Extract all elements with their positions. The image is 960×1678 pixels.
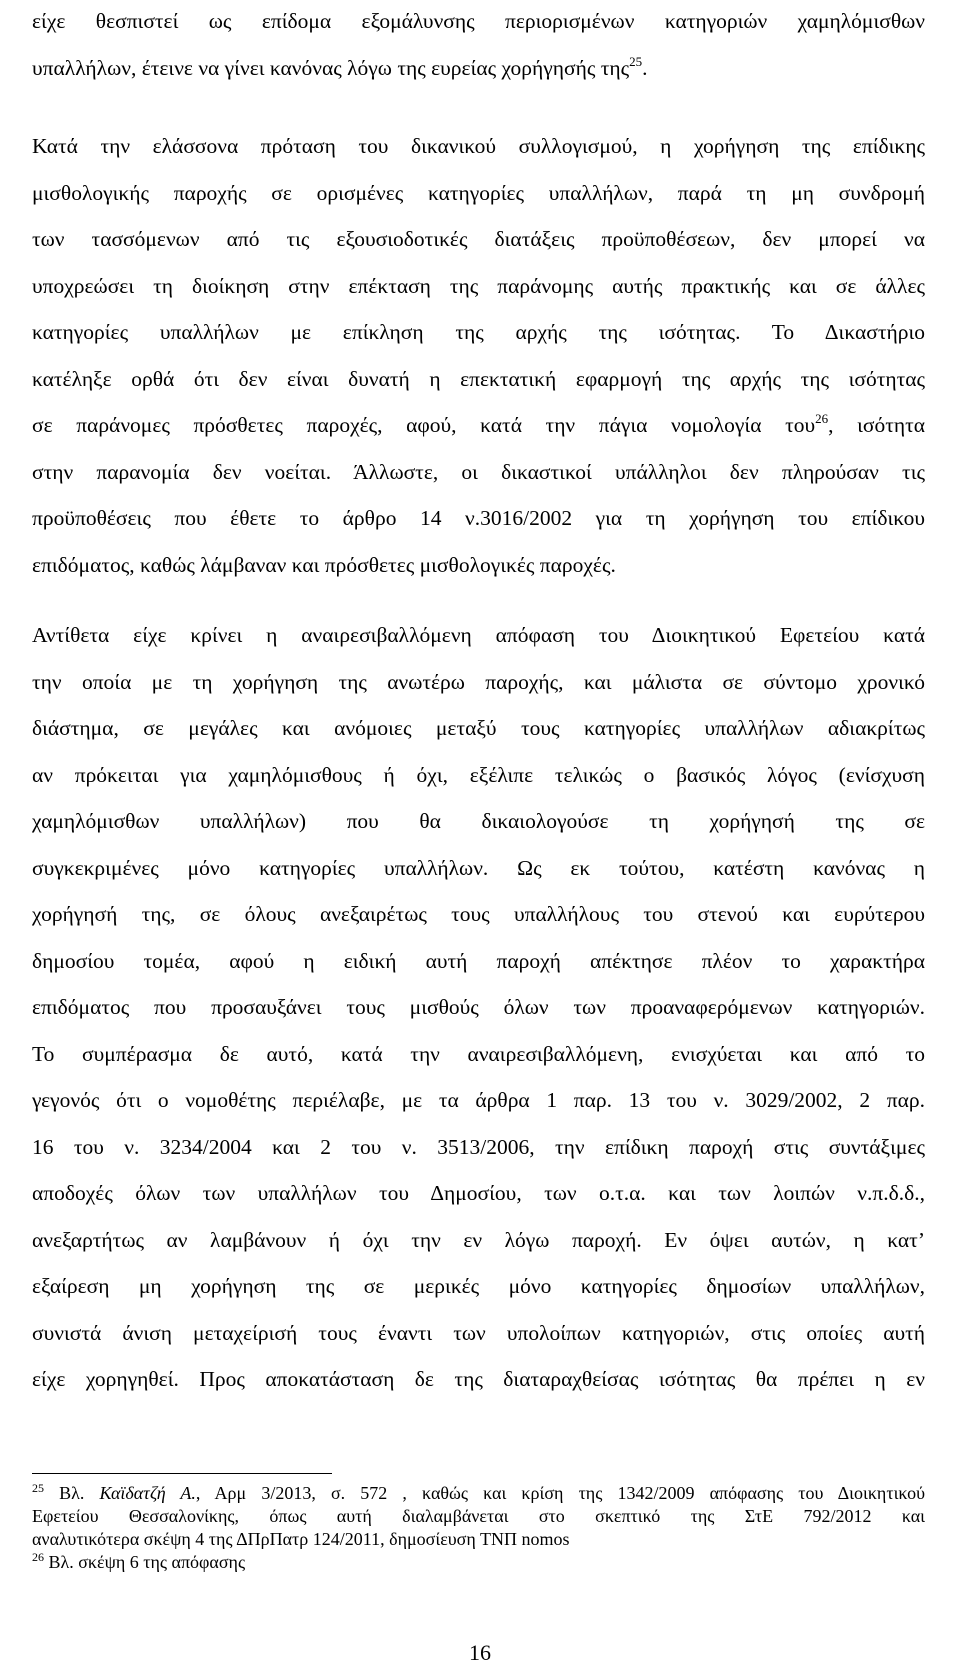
text-line: διάστημα, σε μεγάλες και ανόμοιες μεταξύ τους κατηγορίες υπαλλήλων αδιακρίτως [32,716,925,740]
footnote-line [32,1482,925,1505]
text-line: αποδοχές όλων των υπαλλήλων του Δημοσίου, των ο.τ.α. και των λοιπών ν.π.δ.δ., [32,1181,925,1205]
paragraph-continuation [32,0,925,91]
footnotes [32,1482,925,1574]
text-line: είχε θεσπιστεί ως επίδομα εξομάλυνσης περιορισμένων κατηγοριών χαμηλόμισθων [32,9,925,33]
text-line: συγκεκριμένες μόνο κατηγορίες υπαλλήλων. Ως εκ τούτου, κατέστη κανόνας η [32,855,925,880]
author-name: Καϊδατζή Α. [99,1483,196,1503]
footnote-line [32,1551,925,1574]
text-line: εξαίρεση μη χορήγηση της σε μερικές μόνο κατηγορίες δημοσίων υπαλλήλων, [32,1274,925,1298]
text-line: επιδόματος που προσαυξάνει τους μισθούς όλων των προαναφερόμενων κατηγοριών. [32,995,925,1019]
text-line: Αντίθετα είχε κρίνει η αναιρεσιβαλλόμενη απόφαση του Διοικητικού Εφετείου κατά [32,623,925,647]
page-number: 16 [469,1640,491,1665]
text-span: σε παράνομες πρόσθετες παροχές, αφού, κατά την πάγια νομολογία του [32,413,816,437]
text-line: την οποία με τη χορήγηση της ανωτέρω παροχής, και μάλιστα σε σύντομο χρονικό [32,669,925,694]
text-line: είχε χορηγηθεί. Προς αποκατάσταση δε της διαταραχθείσας ισότητας θα πρέπει η εν [32,1367,925,1391]
text-line: χορήγησή της, σε όλους ανεξαιρέτως τους υπαλλήλους του στενού και ευρύτερου [32,902,925,926]
text-line: Κατά την ελάσσονα πρόταση του δικανικού συλλογισμού, η χορήγηση της επίδικης [32,134,925,158]
footnote-separator [32,1473,332,1474]
text-line: των τασσόμενων από τις εξουσιοδοτικές διατάξεις προϋποθέσεων, δεν μπορεί να [32,227,925,251]
text-span: υπαλλήλων, έτεινε να γίνει κανόνας λόγω της ευρείας χορήγησής της [32,55,630,80]
text-span: Βλ. [44,1483,100,1503]
footnote-ref-25[interactable]: 25 [629,53,643,69]
text-line: προϋποθέσεις που έθετε το άρθρο 14 ν.3016/2002 για τη χορήγηση του επίδικου [32,506,925,530]
text-span: Βλ. σκέψη 6 της απόφασης [44,1552,246,1572]
text-line: γεγονός ότι ο νομοθέτης περιέλαβε, με τα άρθρα 1 παρ. 13 του ν. 3029/2002, 2 παρ. [32,1088,925,1112]
text-line: αν πρόκειται για χαμηλόμισθους ή όχι, εξέλιπε τελικώς ο βασικός λόγος (ενίσχυση [32,762,925,787]
text-line: στην παρανομία δεν νοείται. Άλλωστε, οι δικαστικοί υπάλληλοι δεν πληρούσαν τις [32,459,925,484]
text-line: κατηγορίες υπαλλήλων με επίκληση της αρχής της ισότητας. Το Δικαστήριο [32,320,925,344]
text-line: 16 του ν. 3234/2004 και 2 του ν. 3513/2006, την επίδικη παροχή στις συντάξιμες [32,1134,925,1159]
text-span: , Αρμ 3/2013, σ. 572 , καθώς και κρίση της 1342/2009 απόφασης του Διοικητικού [195,1483,925,1503]
paragraph-minor-premise [32,123,925,588]
footnote-line: αναλυτικότερα σκέψη 4 της ΔΠρΠατρ 124/2011, δημοσίευση ΤΝΠ nomos [32,1529,570,1549]
text-line: επιδόματος, καθώς λάμβαναν και πρόσθετες μισθολογικές παροχές. [32,552,616,577]
footnote-number: 25 [32,1481,44,1495]
footnote-number: 26 [32,1550,44,1564]
footnote-line: Εφετείου Θεσσαλονίκης, όπως αυτή διαλαμβάνεται στο σκεπτικό της ΣτΕ 792/2012 και [32,1506,925,1526]
text-line: υποχρεώσει τη διοίκηση στην επέκταση της παράνομης αυτής πρακτικής και σε άλλες [32,273,925,298]
paragraph-appeal-court [32,612,925,1403]
footnote-26 [32,1551,925,1574]
text-span: . [642,55,648,80]
text-line: δημοσίου τομέα, αφού η ειδική αυτή παροχή απέκτησε πλέον το χαρακτήρα [32,948,925,973]
footnote-ref-26[interactable]: 26 [815,411,829,426]
text-line [32,402,925,449]
text-line: Το συμπέρασμα δε αυτό, κατά την αναιρεσιβαλλόμενη, ενισχύεται και από το [32,1041,925,1066]
footnote-25 [32,1482,925,1551]
text-line: μισθολογικής παροχής σε ορισμένες κατηγορίες υπαλλήλων, παρά τη μη συνδρομή [32,180,925,205]
text-line: κατέληξε ορθά ότι δεν είναι δυνατή η επεκτατική εφαρμογή της αρχής της ισότητας [32,366,925,391]
text-line [32,45,925,92]
text-line: συνιστά άνιση μεταχείρισή τους έναντι των υπολοίπων κατηγοριών, στις οποίες αυτή [32,1320,925,1345]
text-span: , ισότητα [828,413,925,437]
text-line: ανεξαρτήτως αν λαμβάνουν ή όχι την εν λόγω παροχή. Εν όψει αυτών, η κατ’ [32,1227,925,1252]
text-line: χαμηλόμισθων υπαλλήλων) που θα δικαιολογούσε τη χορήγησή της σε [32,809,925,833]
